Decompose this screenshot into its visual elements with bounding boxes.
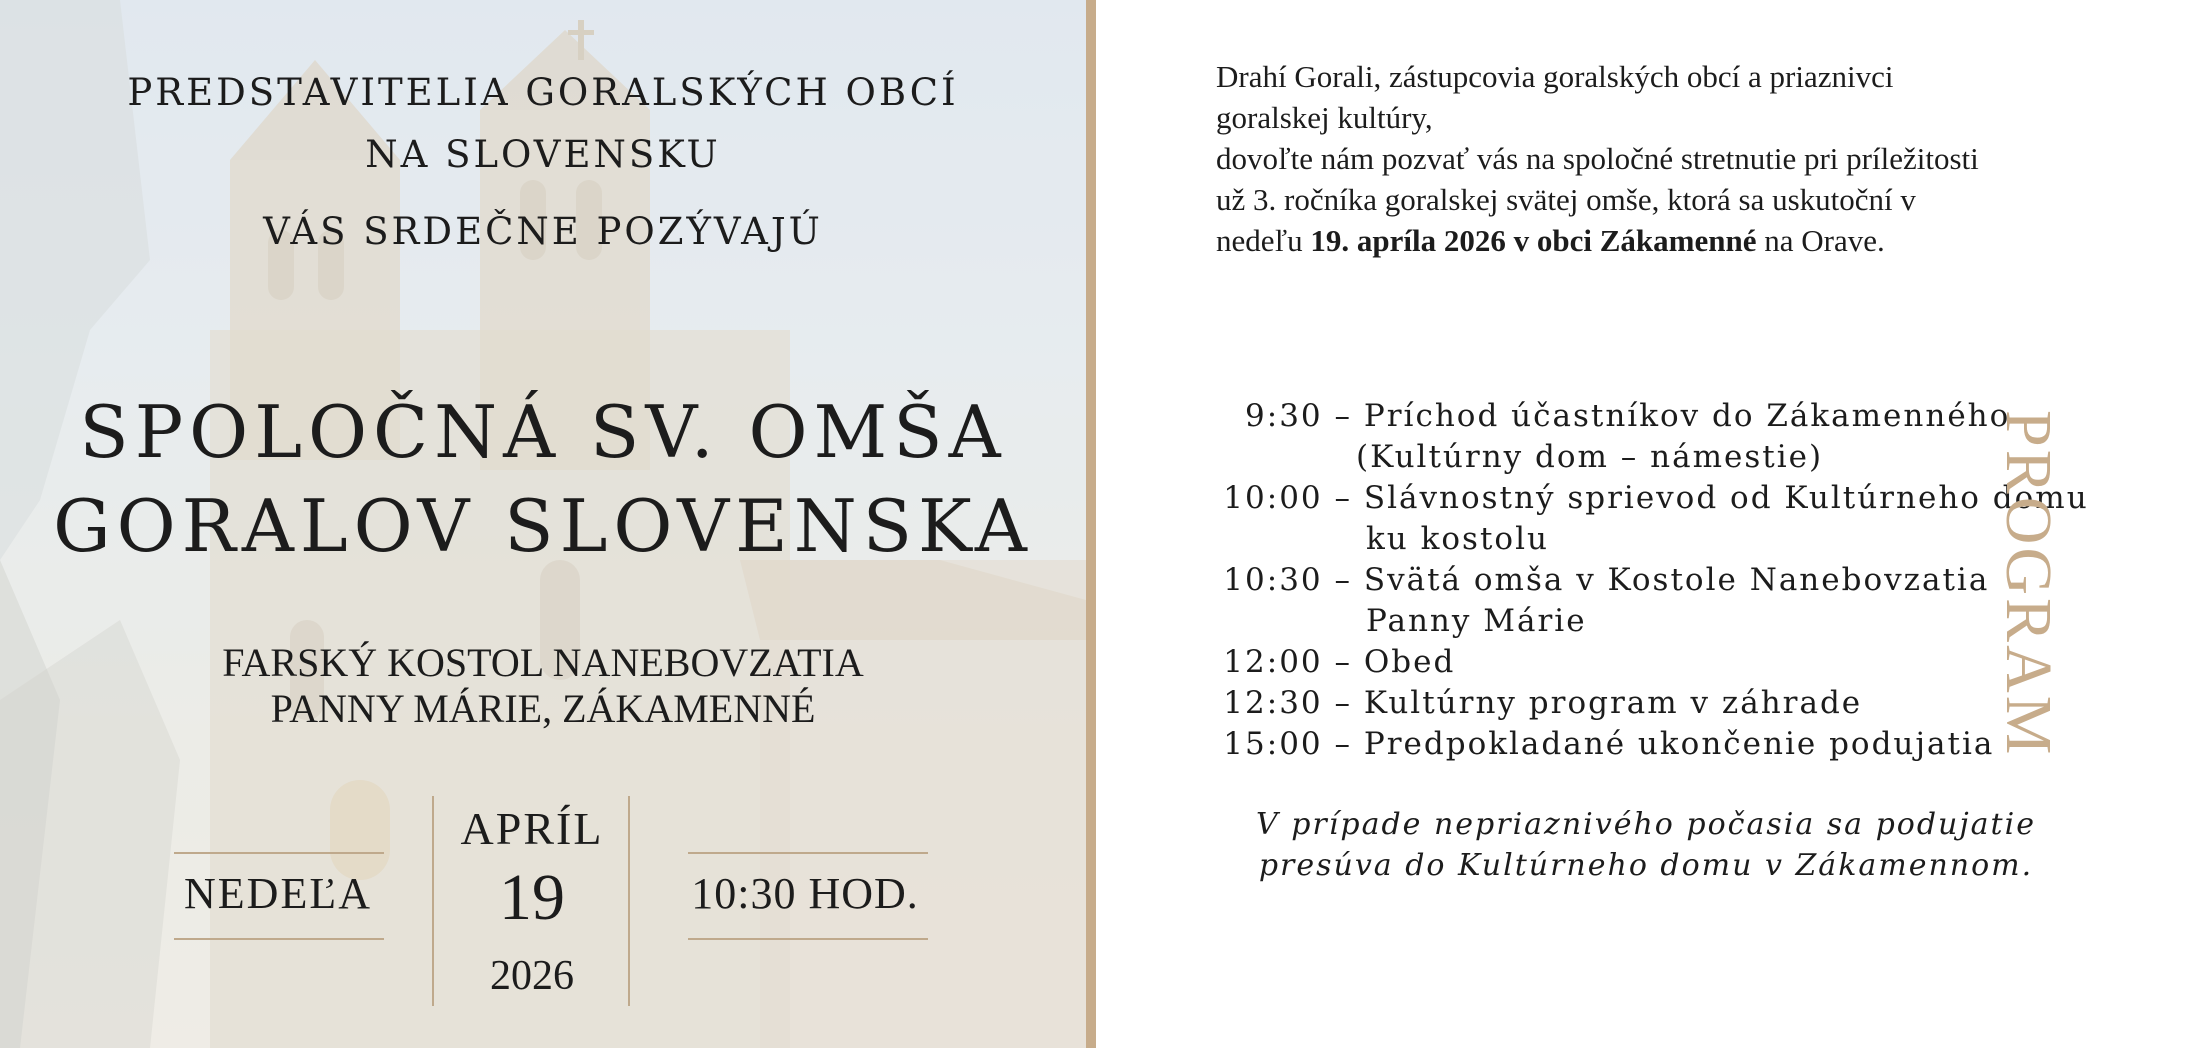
schedule-time: 10:30 – bbox=[1223, 562, 1352, 598]
intro-line-5-post: na Orave. bbox=[1764, 223, 1885, 258]
schedule-text: Kultúrny program v záhrade bbox=[1363, 685, 1863, 721]
intro-line-3: dovoľte nám pozvať vás na spoločné stretnutie pri príležitosti bbox=[1216, 141, 1979, 176]
day-bottom-rule bbox=[174, 938, 384, 940]
program-schedule bbox=[1216, 396, 2116, 765]
day-of-week: NEDEĽA bbox=[184, 869, 372, 918]
schedule-text: Predpokladané ukončenie podujatia bbox=[1363, 726, 1995, 762]
schedule-text: Obed bbox=[1363, 644, 1456, 680]
year: 2026 bbox=[490, 953, 574, 999]
intro-line-2: goralskej kultúry, bbox=[1216, 100, 1433, 135]
schedule-text-cont: ku kostolu bbox=[1366, 521, 1549, 557]
event-title-line-1: SPOLOČNÁ SV. OMŠA bbox=[79, 390, 1007, 474]
intro-line-1: Drahí Gorali, zástupcovia goralských obcí a priaznivci bbox=[1216, 59, 1894, 94]
weather-note-line-2: presúva do Kultúrneho domu v Zákamennom. bbox=[1258, 848, 2034, 883]
weather-note-line-1: V prípade nepriaznivého počasia sa podujatie bbox=[1256, 807, 2036, 842]
intro-date-place: 19. apríla 2026 v obci Zákamenné bbox=[1310, 223, 1757, 258]
invite-text: VÁS SRDEČNE POZÝVAJÚ bbox=[263, 210, 823, 253]
invitation-front-panel bbox=[0, 0, 1086, 1048]
weather-note bbox=[1216, 804, 2076, 886]
inviters-line-1: PREDSTAVITELIA GORALSKÝCH OBCÍ bbox=[127, 71, 959, 114]
intro-line-5-pre: nedeľu bbox=[1216, 223, 1303, 258]
event-title bbox=[0, 385, 1086, 573]
schedule-time: 10:00 – bbox=[1223, 480, 1352, 516]
schedule-item bbox=[1216, 683, 2116, 724]
inviters-line-2: NA SLOVENSKU bbox=[365, 133, 721, 176]
venue-text bbox=[0, 640, 1086, 732]
schedule-item bbox=[1216, 560, 2116, 642]
intro-line-4: už 3. ročníka goralskej svätej omše, ktorá sa uskutoční v bbox=[1216, 182, 1916, 217]
venue-line-1: FARSKÝ KOSTOL NANEBOVZATIA bbox=[222, 640, 864, 685]
inviters-text bbox=[0, 62, 1086, 186]
panel-divider bbox=[1086, 0, 1096, 1048]
date-left-divider bbox=[432, 796, 434, 1006]
day-top-rule bbox=[174, 852, 384, 854]
schedule-text: Príchod účastníkov do Zákamenného bbox=[1363, 398, 2011, 434]
schedule-time: 12:00 – bbox=[1223, 644, 1352, 680]
schedule-item bbox=[1216, 724, 2116, 765]
schedule-time: 9:30 – bbox=[1245, 398, 1352, 434]
month: APRÍL bbox=[460, 803, 604, 854]
schedule-item bbox=[1216, 642, 2116, 683]
intro-paragraph bbox=[1216, 56, 2156, 261]
schedule-item bbox=[1216, 478, 2116, 560]
schedule-text-cont: Panny Márie bbox=[1366, 603, 1587, 639]
schedule-text: Slávnostný sprievod od Kultúrneho domu bbox=[1363, 480, 2089, 516]
schedule-item bbox=[1216, 396, 2116, 478]
program-vertical-label: PROGRAM bbox=[1992, 410, 2065, 758]
schedule-text-cont: (Kultúrny dom – námestie) bbox=[1356, 439, 1824, 475]
day-number: 19 bbox=[499, 861, 565, 934]
venue-line-2: PANNY MÁRIE, ZÁKAMENNÉ bbox=[270, 686, 816, 731]
date-right-divider bbox=[628, 796, 630, 1006]
schedule-text: Svätá omša v Kostole Nanebovzatia bbox=[1363, 562, 1990, 598]
intro-line-5 bbox=[1216, 220, 2156, 261]
time-top-rule bbox=[688, 852, 928, 854]
schedule-time: 15:00 – bbox=[1223, 726, 1352, 762]
start-time: 10:30 HOD. bbox=[691, 869, 919, 918]
invitation-program-panel bbox=[1096, 0, 2200, 1048]
event-title-line-2: GORALOV SLOVENSKA bbox=[53, 484, 1033, 568]
schedule-time: 12:30 – bbox=[1223, 685, 1352, 721]
time-bottom-rule bbox=[688, 938, 928, 940]
